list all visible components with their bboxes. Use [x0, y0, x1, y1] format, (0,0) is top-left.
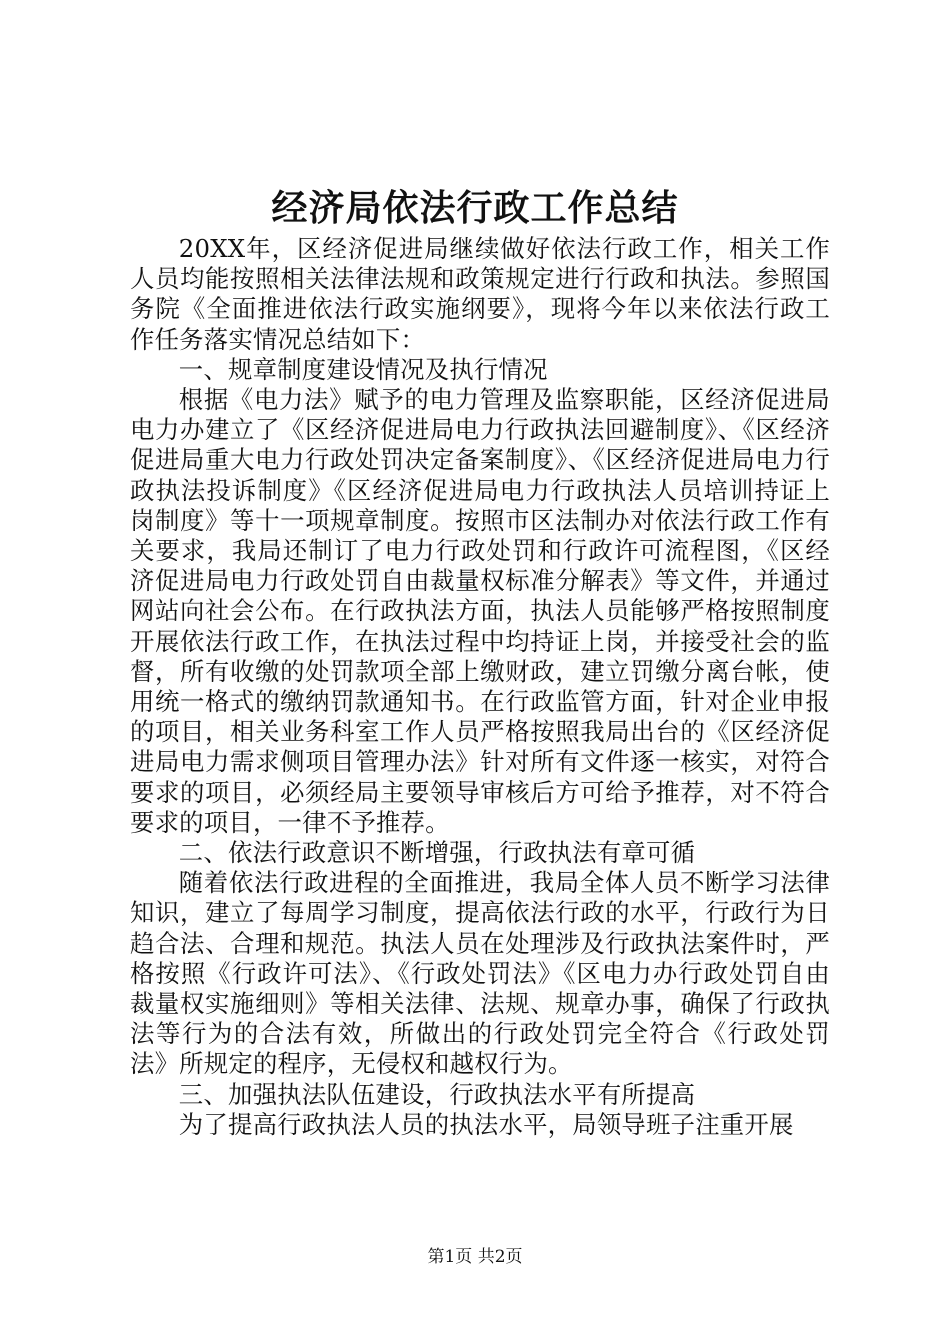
document-body: [130, 234, 830, 1140]
section-3-paragraph: 为了提高行政执法人员的执法水平，局领导班子注重开展: [178, 1109, 794, 1139]
page-number-footer: 第1页 共2页: [427, 1247, 523, 1267]
section-heading-2: 二、依法行政意识不断增强，行政执法有章可循: [178, 838, 696, 868]
section-2-paragraph: 随着依法行政进程的全面推进，我局全体人员不断学习法律知识，建立了每周学习制度，提高依法行政的水平，行政行为日趋合法、合理和规范。执法人员在处理涉及行政执法案件时，严格按照《行政许可法》、《行政处罚法》《区电力办行政处罚自由裁量权实施细则》等相关法律、法规、规章办事，确保了行政执法等行为的合法有效，所做出的行政处罚完全符合《行政处罚法》所规定的程序，无侵权和越权行为。: [130, 868, 830, 1079]
document-title: 经济局依法行政工作总结: [271, 187, 679, 229]
intro-paragraph: 20XX年，区经济促进局继续做好依法行政工作，相关工作人员均能按照相关法律法规和政策规定进行行政和执法。参照国务院《全面推进依法行政实施纲要》，现将今年以来依法行政工作任务落实情况总结如下：: [130, 234, 830, 354]
section-heading-1: 一、规章制度建设情况及执行情况: [178, 354, 548, 384]
section-heading-3: 三、加强执法队伍建设，行政执法水平有所提高: [178, 1079, 696, 1109]
section-1-paragraph: 根据《电力法》赋予的电力管理及监察职能，区经济促进局电力办建立了《区经济促进局电力行政执法回避制度》、《区经济促进局重大电力行政处罚决定备案制度》、《区经济促进局电力行政执法投诉制度》《区经济促进局电力行政执法人员培训持证上岗制度》等十一项规章制度。按照市区法制办对依法行政工作有关要求，我局还制订了电力行政处罚和行政许可流程图，《区经济促进局电力行政处罚自由裁量权标准分解表》等文件，并通过网站向社会公布。在行政执法方面，执法人员能够严格按照制度开展依法行政工作，在执法过程中均持证上岗，并接受社会的监督，所有收缴的处罚款项全部上缴财政，建立罚缴分离台帐，使用统一格式的缴纳罚款通知书。在行政监管方面，针对企业申报的项目，相关业务科室工作人员严格按照我局出台的《区经济促进局电力需求侧项目管理办法》针对所有文件逐一核实，对符合要求的项目，必须经局主要领导审核后方可给予推荐，对不符合要求的项目，一律不予推荐。: [130, 385, 830, 837]
